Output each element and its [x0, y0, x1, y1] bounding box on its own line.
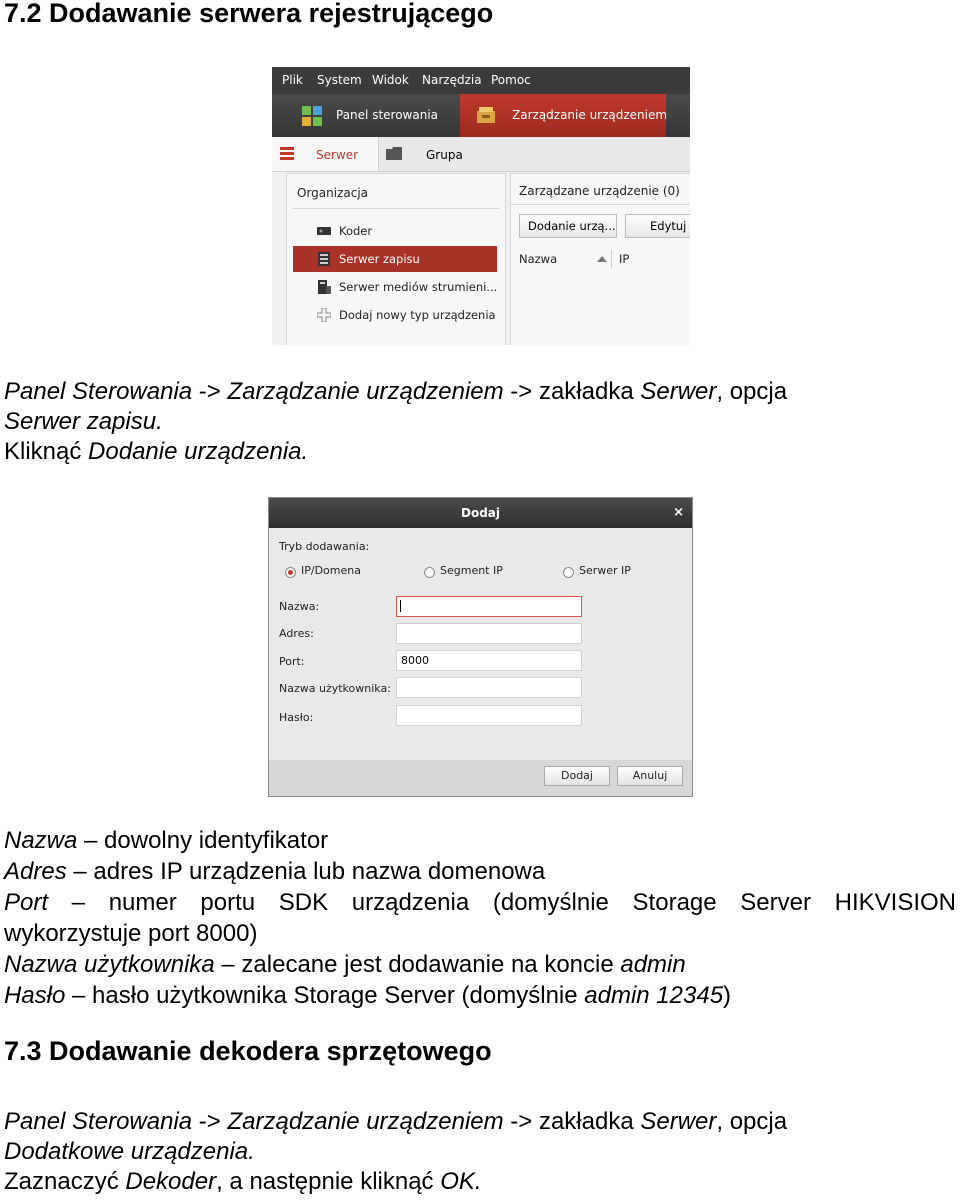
desc-nazwa: Nazwa – dowolny identyfikator	[4, 827, 329, 854]
managed-devices-panel	[510, 173, 690, 345]
port-input[interactable]: 8000	[396, 650, 582, 671]
stream-server-icon	[317, 280, 331, 294]
menu-narzedzia[interactable]: Narzędzia	[422, 73, 482, 87]
instruction2-line-3: Zaznaczyć Dekoder, a następnie kliknąć OK.	[4, 1168, 482, 1195]
org-item-serwer-zapisu[interactable]: Serwer zapisu	[293, 246, 497, 272]
dialog-titlebar	[269, 498, 692, 528]
instruction2-line-1: Panel Sterowania -> Zarządzanie urządzeniem -> zakładka Serwer, opcja	[4, 1108, 788, 1135]
dialog-title: Dodaj	[460, 506, 500, 520]
dodaj-button[interactable]: Dodaj	[544, 766, 610, 786]
org-item-koder[interactable]: Koder	[293, 218, 497, 244]
ribbon-tab-panel-sterowania[interactable]: Panel sterowania	[272, 94, 460, 137]
menu-pomoc[interactable]: Pomoc	[491, 73, 531, 87]
control-panel-icon	[302, 106, 322, 126]
column-header-ip[interactable]: IP	[619, 252, 630, 266]
instruction2-line-2: Dodatkowe urządzenia.	[4, 1138, 255, 1165]
text-caret	[400, 600, 401, 612]
password-input[interactable]	[396, 705, 582, 726]
field-label-nazwa: Nazwa:	[279, 600, 320, 613]
radio-label-ip-domena: IP/Domena	[301, 564, 361, 577]
desc-adres: Adres – adres IP urządzenia lub nazwa domenowa	[4, 858, 546, 885]
device-management-screenshot	[272, 67, 690, 345]
storage-server-icon	[317, 252, 331, 266]
field-label-port: Port:	[279, 655, 305, 668]
managed-devices-header: Zarządzane urządzenie (0)	[519, 184, 680, 198]
menu-bar	[272, 67, 690, 94]
divider	[511, 204, 690, 205]
name-input[interactable]	[396, 596, 582, 617]
mode-label: Tryb dodawania:	[279, 540, 370, 553]
desc-haslo: Hasło – hasło użytkownika Storage Server (domyślnie admin 12345)	[4, 982, 732, 1009]
tab-grupa[interactable]: Grupa	[378, 137, 488, 171]
radio-ip-domena[interactable]	[285, 567, 296, 578]
column-header-nazwa[interactable]: Nazwa	[519, 252, 558, 266]
radio-label-serwer-ip: Serwer IP	[579, 564, 631, 577]
field-label-haslo: Hasło:	[279, 711, 314, 724]
org-item-dodaj-nowy-typ[interactable]: Dodaj nowy typ urządzenia	[293, 302, 497, 328]
menu-plik[interactable]: Plik	[282, 73, 303, 87]
edit-button[interactable]: Edytuj	[625, 214, 690, 238]
ribbon	[272, 94, 690, 137]
desc-port-continued: wykorzystuje port 8000)	[4, 920, 258, 947]
field-label-nazwa-uzytkownika: Nazwa użytkownika:	[279, 682, 391, 695]
instruction-line-3: Kliknąć Dodanie urządzenia.	[4, 438, 309, 465]
ribbon-tab-zarzadzanie-urzadzeniem[interactable]: Zarządzanie urządzeniem	[460, 94, 666, 137]
menu-system[interactable]: System	[317, 73, 362, 87]
organization-header: Organizacja	[297, 186, 369, 200]
address-input[interactable]	[396, 623, 582, 644]
encoder-icon	[317, 224, 331, 238]
close-icon[interactable]: ×	[673, 505, 684, 520]
add-device-button[interactable]: Dodanie urzą...	[519, 214, 617, 238]
sort-ascending-icon[interactable]	[597, 256, 607, 262]
org-item-serwer-mediow[interactable]: Serwer mediów strumieni...	[293, 274, 497, 300]
radio-segment-ip[interactable]	[424, 567, 435, 578]
instruction-line-1: Panel Sterowania -> Zarządzanie urządzeniem -> zakładka Serwer, opcja	[4, 378, 788, 405]
device-tabs	[272, 137, 690, 172]
menu-widok[interactable]: Widok	[372, 73, 409, 87]
anuluj-button[interactable]: Anuluj	[617, 766, 683, 786]
device-management-icon	[476, 105, 496, 125]
instruction-line-2: Serwer zapisu.	[4, 408, 163, 435]
folder-icon	[386, 147, 402, 160]
server-list-icon	[280, 147, 294, 160]
username-input[interactable]	[396, 677, 582, 698]
column-separator	[611, 250, 612, 268]
add-device-type-icon	[317, 308, 331, 322]
radio-label-segment-ip: Segment IP	[440, 564, 503, 577]
tab-serwer[interactable]: Serwer	[272, 137, 379, 171]
section-heading-7-3: 7.3 Dodawanie dekodera sprzętowego	[4, 1036, 492, 1066]
field-label-adres: Adres:	[279, 627, 314, 640]
radio-serwer-ip[interactable]	[563, 567, 574, 578]
add-device-dialog	[268, 497, 693, 797]
desc-nazwa-uzytkownika: Nazwa użytkownika – zalecane jest dodawanie na koncie admin	[4, 951, 686, 978]
desc-port: Port – numer portu SDK urządzenia (domyślnie Storage Server HIKVISION	[4, 889, 956, 916]
divider	[293, 208, 499, 209]
organization-panel	[286, 173, 506, 345]
section-heading-7-2: 7.2 Dodawanie serwera rejestrującego	[4, 0, 494, 28]
